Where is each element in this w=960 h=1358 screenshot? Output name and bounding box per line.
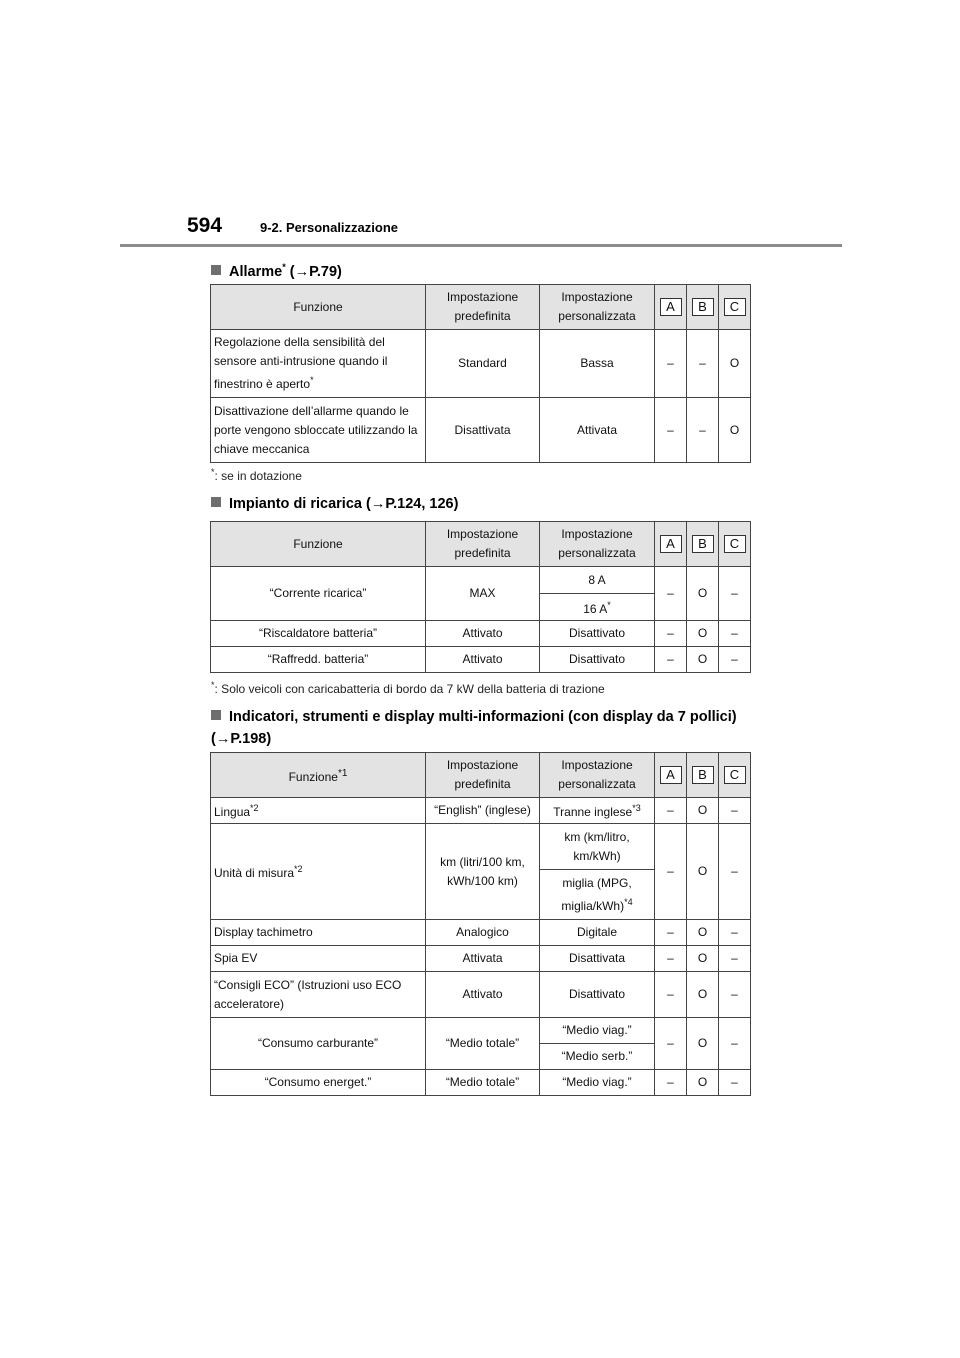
- heading-ricarica: Impianto di ricarica (→P.124, 126): [211, 493, 458, 515]
- table-row: [211, 330, 751, 398]
- table-row: [211, 567, 751, 594]
- cell-a: –: [655, 824, 687, 920]
- cell-custom: Digitale: [540, 920, 655, 946]
- cell-funzione: Unità di misura$^{*2}$: [211, 824, 426, 920]
- cell-a: –: [655, 798, 687, 824]
- col-funzione: Funzione$^{*1}$: [211, 753, 426, 798]
- cell-funzione: Lingua$^{*2}$: [211, 798, 426, 824]
- cell-c: O: [719, 398, 751, 463]
- cell-b: O: [687, 647, 719, 673]
- cell-default: Standard: [426, 330, 540, 398]
- cell-c: –: [719, 946, 751, 972]
- table-row: [211, 398, 751, 463]
- table-row: [211, 972, 751, 1018]
- cell-b: O: [687, 1018, 719, 1070]
- table-indicatori: [210, 752, 751, 1096]
- cell-b: –: [687, 398, 719, 463]
- cell-funzione: “Corrente ricarica”: [211, 567, 426, 621]
- table-row: [211, 1018, 751, 1044]
- cell-default: MAX: [426, 567, 540, 621]
- cell-funzione: “Consumo energet.”: [211, 1070, 426, 1096]
- cell-c: –: [719, 920, 751, 946]
- cell-default: Analogico: [426, 920, 540, 946]
- page-number: 594: [187, 214, 223, 237]
- cell-a: –: [655, 920, 687, 946]
- cell-funzione: “Raffredd. batteria”: [211, 647, 426, 673]
- cell-b: O: [687, 798, 719, 824]
- cell-c: O: [719, 330, 751, 398]
- cell-b: O: [687, 1070, 719, 1096]
- cell-funzione: “Consumo carburante”: [211, 1018, 426, 1070]
- cell-b: O: [687, 824, 719, 920]
- cell-a: –: [655, 567, 687, 621]
- cell-custom: Disattivato: [540, 647, 655, 673]
- col-b: B: [687, 753, 719, 798]
- cell-custom: 16 A*: [540, 594, 655, 621]
- footnote-allarme: *: se in dotazione: [211, 467, 302, 483]
- cell-c: –: [719, 647, 751, 673]
- col-b: B: [687, 285, 719, 330]
- col-c: C: [719, 285, 751, 330]
- cell-c: –: [719, 824, 751, 920]
- cell-c: –: [719, 972, 751, 1018]
- cell-custom: Attivata: [540, 398, 655, 463]
- cell-c: –: [719, 1018, 751, 1070]
- footnote-ricarica: *: Solo veicoli con caricabatteria di bordo da 7 kW della batteria di trazione: [211, 680, 605, 696]
- section-title: 9-2. Personalizzazione: [260, 220, 398, 235]
- table-header-row: [211, 753, 751, 798]
- cell-a: –: [655, 330, 687, 398]
- table-ricarica: [210, 521, 751, 673]
- bullet-square-icon: [211, 497, 221, 507]
- heading-indicatori: Indicatori, strumenti e display multi-informazioni (con display da 7 pollici) (→P.198): [211, 709, 737, 747]
- table-row: [211, 920, 751, 946]
- cell-a: –: [655, 1018, 687, 1070]
- col-funzione: Funzione: [211, 285, 426, 330]
- cell-b: O: [687, 972, 719, 1018]
- col-custom: Impostazione personalizzata: [540, 285, 655, 330]
- cell-funzione: Disattivazione dell’allarme quando le porte vengono sbloccate utilizzando la chiave meccanica: [211, 398, 426, 463]
- cell-a: –: [655, 621, 687, 647]
- cell-default: “English” (inglese): [426, 798, 540, 824]
- cell-custom: Disattivato: [540, 621, 655, 647]
- cell-funzione: “Consigli ECO” (Istruzioni uso ECO acceleratore): [211, 972, 426, 1018]
- cell-a: –: [655, 946, 687, 972]
- cell-a: –: [655, 398, 687, 463]
- cell-custom: “Medio viag.”: [540, 1070, 655, 1096]
- bullet-square-icon: [211, 710, 221, 720]
- cell-b: O: [687, 567, 719, 621]
- cell-c: –: [719, 798, 751, 824]
- col-a: A: [655, 522, 687, 567]
- bullet-square-icon: [211, 265, 221, 275]
- heading-allarme: Allarme* (→P.79): [211, 256, 342, 283]
- cell-funzione: “Riscaldatore batteria”: [211, 621, 426, 647]
- cell-c: –: [719, 1070, 751, 1096]
- cell-custom: Disattivato: [540, 972, 655, 1018]
- cell-default: “Medio totale”: [426, 1070, 540, 1096]
- cell-b: O: [687, 946, 719, 972]
- cell-a: –: [655, 1070, 687, 1096]
- cell-b: –: [687, 330, 719, 398]
- col-c: C: [719, 522, 751, 567]
- cell-b: O: [687, 621, 719, 647]
- cell-default: Attivato: [426, 647, 540, 673]
- cell-custom: km (km/litro, km/kWh): [540, 824, 655, 870]
- cell-funzione: Display tachimetro: [211, 920, 426, 946]
- cell-default: Attivato: [426, 972, 540, 1018]
- cell-custom: “Medio serb.”: [540, 1044, 655, 1070]
- cell-default: Disattivata: [426, 398, 540, 463]
- cell-a: –: [655, 647, 687, 673]
- col-a: A: [655, 753, 687, 798]
- cell-default: Attivata: [426, 946, 540, 972]
- header-rule: [120, 244, 842, 247]
- col-a: A: [655, 285, 687, 330]
- table-row: [211, 1070, 751, 1096]
- table-row: [211, 798, 751, 824]
- cell-a: –: [655, 972, 687, 1018]
- cell-b: O: [687, 920, 719, 946]
- col-funzione: Funzione: [211, 522, 426, 567]
- cell-default: Attivato: [426, 621, 540, 647]
- cell-funzione: Regolazione della sensibilità del sensore anti-intrusione quando il finestrino è aperto*: [211, 330, 426, 398]
- table-row: [211, 946, 751, 972]
- cell-c: –: [719, 567, 751, 621]
- table-row: [211, 621, 751, 647]
- col-default: Impostazione predefinita: [426, 522, 540, 567]
- cell-custom: 8 A: [540, 567, 655, 594]
- col-c: C: [719, 753, 751, 798]
- cell-default: “Medio totale”: [426, 1018, 540, 1070]
- table-allarme: [210, 284, 751, 463]
- col-default: Impostazione predefinita: [426, 753, 540, 798]
- table-row: [211, 647, 751, 673]
- col-b: B: [687, 522, 719, 567]
- cell-funzione: Spia EV: [211, 946, 426, 972]
- cell-custom: “Medio viag.”: [540, 1018, 655, 1044]
- cell-default: km (litri/100 km, kWh/100 km): [426, 824, 540, 920]
- col-default: Impostazione predefinita: [426, 285, 540, 330]
- col-custom: Impostazione personalizzata: [540, 522, 655, 567]
- cell-custom: Bassa: [540, 330, 655, 398]
- cell-custom: miglia (MPG, miglia/kWh)$^{*4}$: [540, 870, 655, 920]
- col-custom: Impostazione personalizzata: [540, 753, 655, 798]
- cell-custom: Disattivata: [540, 946, 655, 972]
- cell-c: –: [719, 621, 751, 647]
- page-header: [0, 0, 960, 250]
- table-header-row: [211, 285, 751, 330]
- table-header-row: [211, 522, 751, 567]
- table-row: [211, 824, 751, 870]
- cell-custom: Tranne inglese$^{*3}$: [540, 798, 655, 824]
